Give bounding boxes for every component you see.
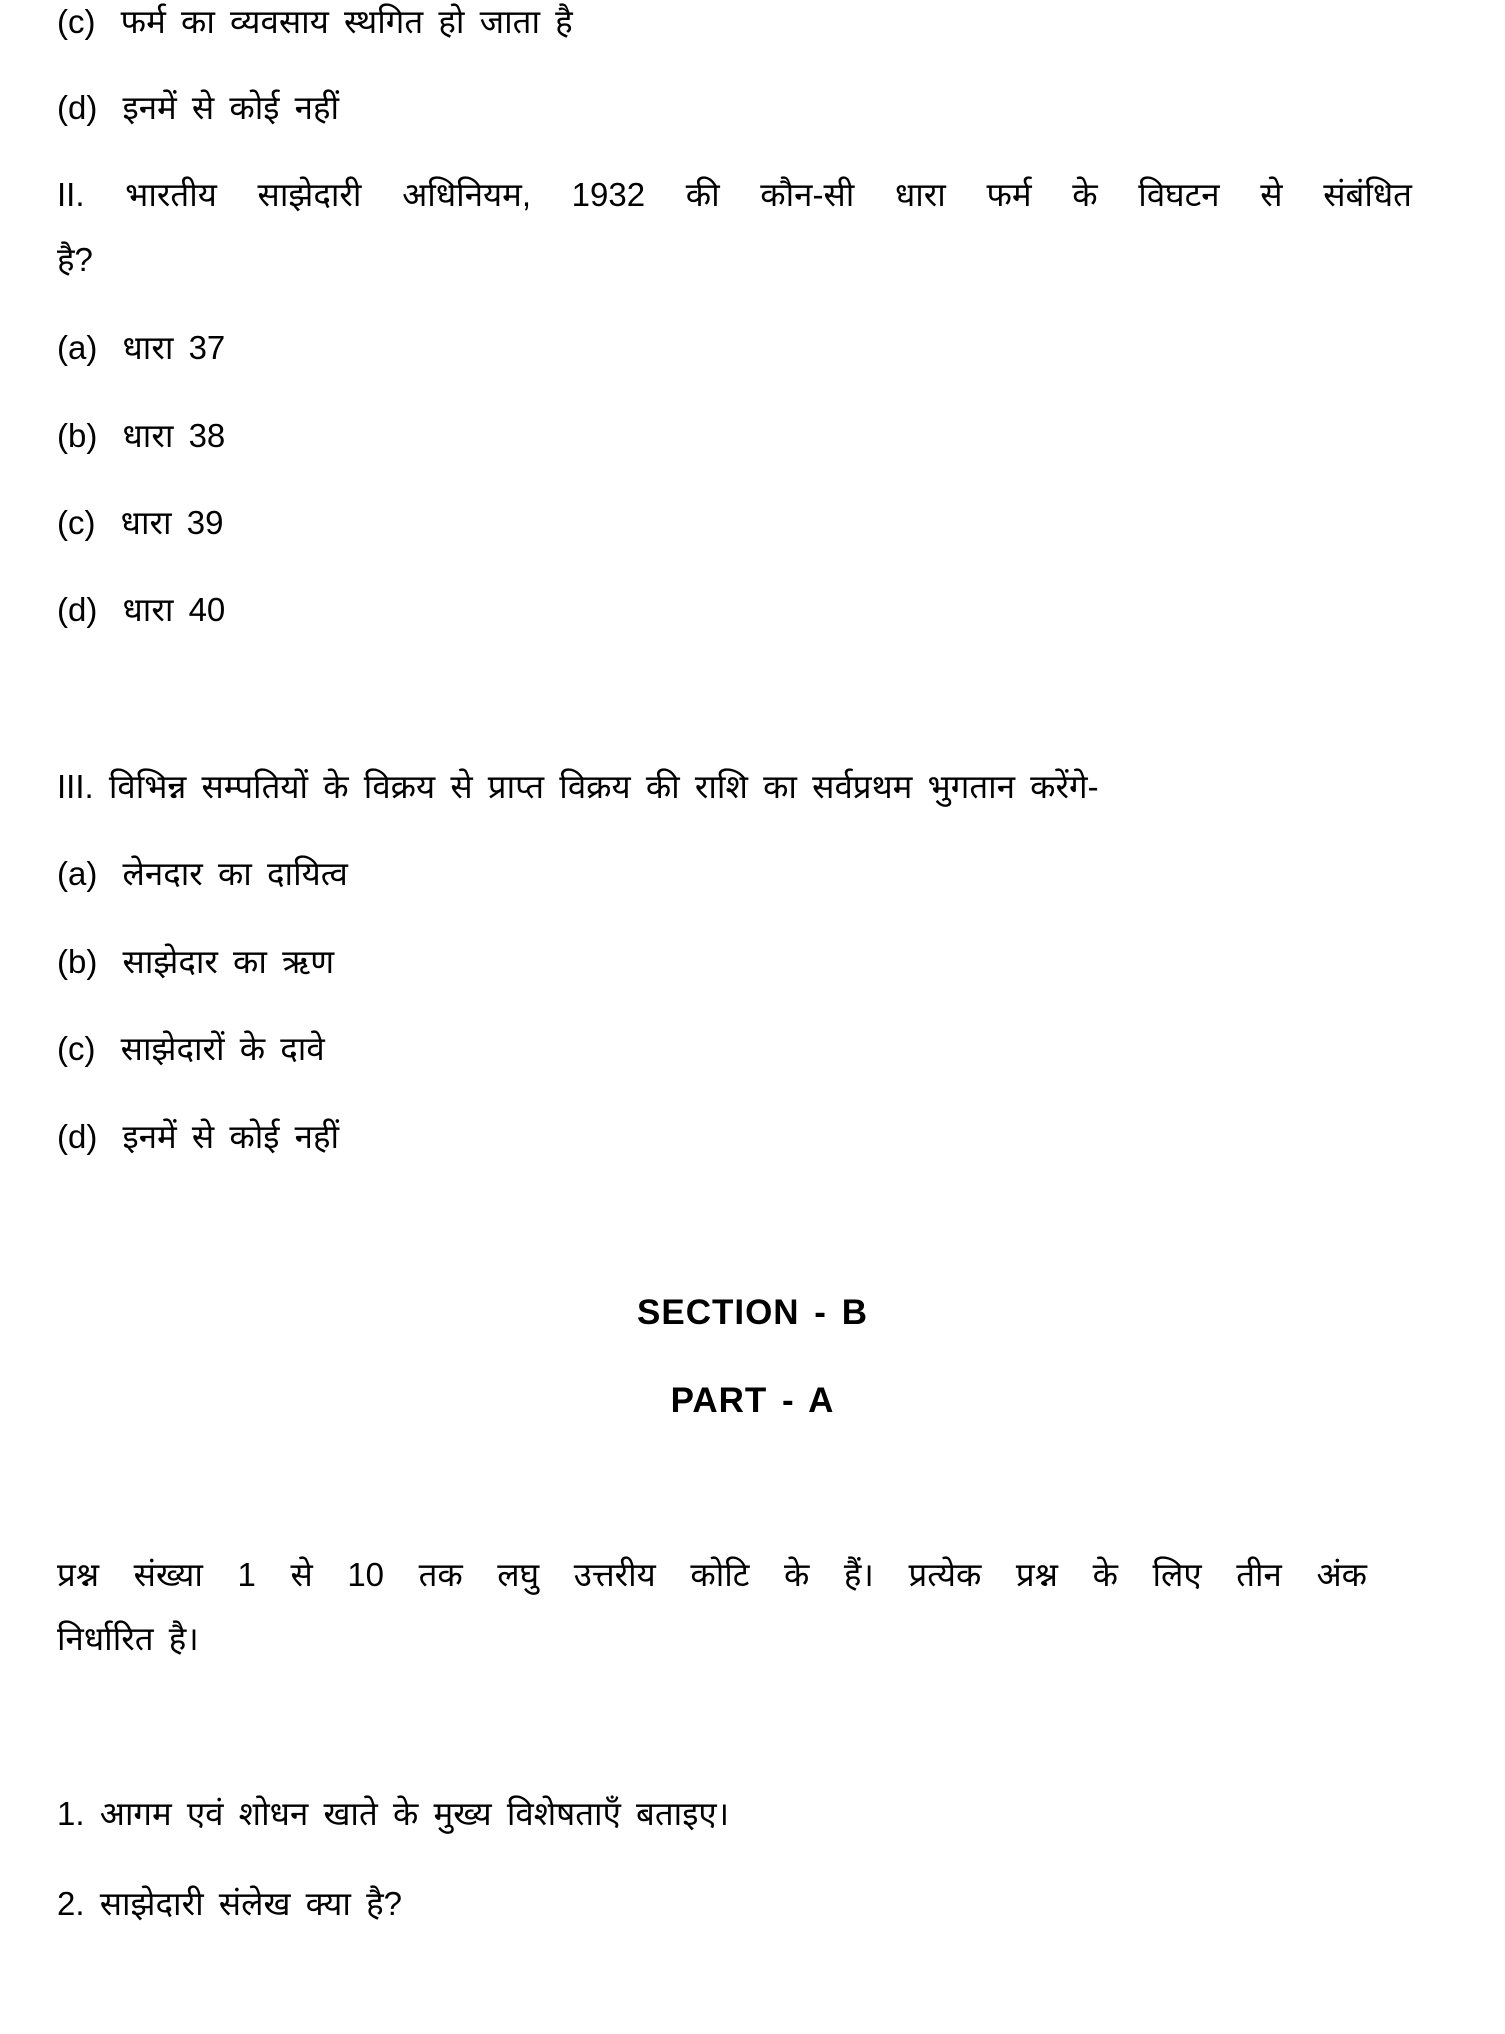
- question-1-option-d: [57, 86, 339, 130]
- option-label: (c): [57, 1030, 96, 1067]
- instructions-line-2: [57, 1617, 199, 1661]
- option-label: (c): [57, 504, 96, 541]
- question-number: 2.: [57, 1885, 85, 1922]
- option-text: साझेदारों के दावे: [120, 1030, 325, 1067]
- option-text: इनमें से कोई नहीं: [122, 89, 340, 126]
- question-1-option-c: [57, 0, 573, 44]
- question-number: 1.: [57, 1795, 85, 1832]
- question-number: III.: [57, 768, 94, 805]
- option-text: धारा 40: [122, 591, 226, 628]
- section-title: SECTION - B: [637, 1293, 868, 1332]
- question-text: है?: [57, 241, 93, 278]
- option-text: धारा 37: [122, 329, 226, 366]
- option-label: (b): [57, 943, 98, 980]
- instructions-line-1: [57, 1553, 1367, 1597]
- question-text: आगम एवं शोधन खाते के मुख्य विशेषताएँ बताइए।: [99, 1795, 730, 1832]
- option-text: इनमें से कोई नहीं: [122, 1118, 340, 1155]
- part-heading: [0, 1379, 1505, 1423]
- option-text: फर्म का व्यवसाय स्थगित हो जाता है: [120, 3, 573, 40]
- option-label: (c): [57, 3, 96, 40]
- question-2-stem: [57, 173, 1412, 217]
- question-number: II.: [57, 176, 85, 213]
- question-3-option-b: [57, 940, 334, 984]
- question-3-stem: [57, 765, 1099, 809]
- option-label: (a): [57, 855, 98, 892]
- option-label: (d): [57, 1118, 98, 1155]
- option-label: (b): [57, 417, 98, 454]
- option-text: धारा 38: [122, 417, 226, 454]
- option-text: धारा 39: [120, 504, 224, 541]
- question-text: साझेदारी संलेख क्या है?: [99, 1885, 403, 1922]
- part-title: PART - A: [670, 1381, 835, 1420]
- question-2-stem-continued: [57, 238, 93, 282]
- question-3-option-a: [57, 852, 348, 896]
- question-3-option-c: [57, 1027, 325, 1071]
- option-label: (d): [57, 89, 98, 126]
- instructions-text: प्रश्न संख्या 1 से 10 तक लघु उत्तरीय कोटि के हैं। प्रत्येक प्रश्न के लिए तीन अंक: [57, 1556, 1367, 1593]
- option-label: (a): [57, 329, 98, 366]
- instructions-text: निर्धारित है।: [57, 1620, 199, 1657]
- question-2-option-b: [57, 414, 225, 458]
- question-text: भारतीय साझेदारी अधिनियम, 1932 की कौन-सी धारा फर्म के विघटन से संबंधित: [125, 176, 1412, 213]
- question-2-option-c: [57, 501, 223, 545]
- short-question-2: [57, 1882, 402, 1926]
- question-3-option-d: [57, 1115, 339, 1159]
- option-text: लेनदार का दायित्व: [122, 855, 348, 892]
- question-2-option-d: [57, 588, 225, 632]
- section-heading: [0, 1291, 1505, 1335]
- question-2-option-a: [57, 326, 225, 370]
- question-text: विभिन्न सम्पतियों के विक्रय से प्राप्त विक्रय की राशि का सर्वप्रथम भुगतान करेंगे-: [108, 768, 1099, 805]
- option-label: (d): [57, 591, 98, 628]
- option-text: साझेदार का ऋण: [122, 943, 335, 980]
- short-question-1: [57, 1792, 729, 1836]
